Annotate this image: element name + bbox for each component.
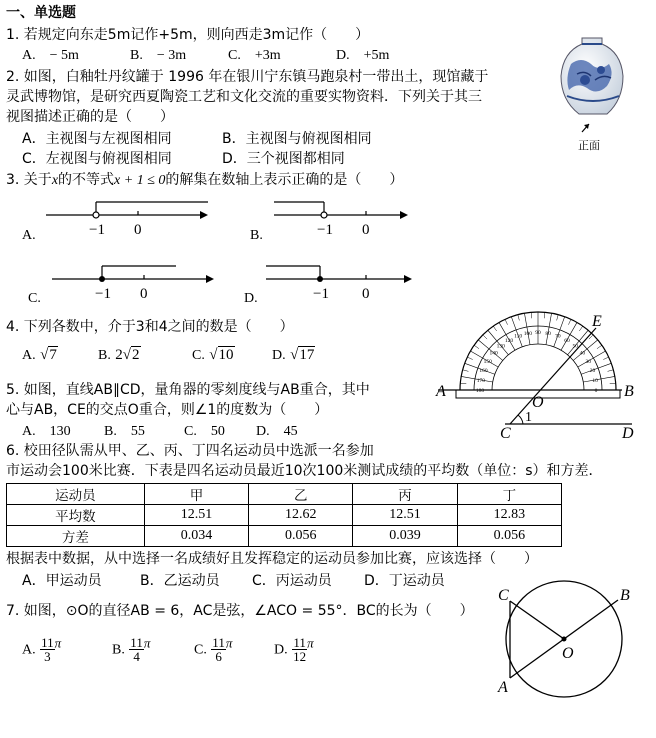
table-cell: 方差 bbox=[7, 526, 145, 547]
q1-option-c: C. +3m bbox=[228, 48, 281, 63]
table-cell: 12.51 bbox=[353, 505, 457, 526]
table-cell: 平均数 bbox=[7, 505, 145, 526]
q5-option-d: D. 45 bbox=[256, 424, 298, 439]
q1-stem: 1. 若规定向东走5m记作+5m，则向西走3m记作（ ） bbox=[6, 27, 370, 43]
tick-label: −1 bbox=[313, 286, 329, 302]
protractor-tick bbox=[524, 313, 530, 345]
q4-option-a: A. √7 bbox=[22, 347, 57, 363]
protractor-tick-label: 70 bbox=[555, 333, 561, 340]
q2-stem-line2: 灵武博物馆，是研究西夏陶瓷工艺和文化交流的重要实物资料．下列关于其三 bbox=[6, 89, 482, 105]
protractor-tick bbox=[579, 326, 582, 331]
protractor-tick-label: 90 bbox=[535, 330, 541, 336]
q3-number-line-b bbox=[270, 198, 420, 242]
protractor-tick-label: 0 bbox=[594, 388, 598, 394]
table-cell: 12.62 bbox=[249, 505, 353, 526]
q3-option-c-letter: C. bbox=[28, 291, 41, 306]
q4-option-b: B. 2√2 bbox=[98, 347, 140, 363]
q2-option-c: C．左视图与俯视图相同 bbox=[22, 151, 172, 167]
q6-stem-line1: 6. 校田径队需从甲、乙、丙、丁四名运动员中选派一名参加 bbox=[6, 443, 374, 459]
q6-option-d: D．丁运动员 bbox=[364, 573, 445, 589]
label-c: C bbox=[500, 425, 511, 442]
q7-stem: 7. 如图，⊙O的直径AB = 6，AC是弦，∠ACO = 55°．BC的长为（ ） bbox=[6, 603, 474, 619]
protractor-tick-label: 180 bbox=[475, 388, 485, 394]
table-cell: 0.056 bbox=[457, 526, 561, 547]
q4-stem: 4. 下列各数中，介于3和4之间的数是（ ） bbox=[6, 319, 294, 335]
q4-option-c: C. √10 bbox=[192, 347, 234, 363]
q3-option-a-letter: A. bbox=[22, 228, 36, 243]
protractor-tick bbox=[483, 335, 487, 339]
q7-option-c: C. $\frac{11}{6}$ π bbox=[194, 635, 233, 664]
protractor-tick-label: 160 bbox=[479, 368, 488, 375]
protractor-tick bbox=[610, 383, 616, 384]
protractor-tick bbox=[460, 383, 466, 384]
table-cell: 0.039 bbox=[353, 526, 457, 547]
protractor-tick-label: 30 bbox=[585, 359, 591, 365]
protractor-figure bbox=[430, 313, 655, 442]
protractor-tick bbox=[474, 345, 479, 348]
label-a: A bbox=[436, 383, 446, 400]
protractor-tick-label: 120 bbox=[504, 337, 514, 344]
q3-option-d-letter: D. bbox=[244, 291, 258, 306]
table-header: 乙 bbox=[249, 484, 353, 505]
protractor-tick-label: 100 bbox=[523, 330, 533, 337]
segment-co bbox=[510, 601, 564, 639]
q1-option-a: A. − 5m bbox=[22, 48, 79, 63]
protractor-tick bbox=[463, 370, 469, 372]
table-header-row bbox=[7, 484, 562, 505]
table-cell: 0.034 bbox=[144, 526, 248, 547]
q3-option-b-letter: B. bbox=[250, 228, 263, 243]
protractor-tick bbox=[531, 312, 532, 318]
label-b: B bbox=[620, 587, 630, 604]
protractor-tick bbox=[554, 317, 565, 347]
circle-figure bbox=[490, 580, 650, 720]
q1-option-d: D. +5m bbox=[336, 48, 390, 63]
protractor-tick bbox=[493, 326, 496, 331]
q5-option-a: A. 130 bbox=[22, 424, 71, 439]
tick-label: −1 bbox=[89, 222, 105, 238]
protractor-tick bbox=[544, 312, 545, 318]
label-b: B bbox=[624, 383, 634, 400]
q5-stem-line1: 5. 如图，直线AB∥CD，量角器的零刻度线与AB重合，其中 bbox=[6, 382, 370, 398]
q2-option-a: A．主视图与左视图相同 bbox=[22, 131, 172, 147]
table-header: 运动员 bbox=[7, 484, 145, 505]
protractor-tick bbox=[608, 370, 614, 372]
q3-number-line-c bbox=[48, 262, 218, 306]
label-e: E bbox=[592, 313, 602, 330]
protractor-tick bbox=[546, 313, 552, 345]
label-o: O bbox=[532, 394, 544, 411]
vase-caption: 正面 bbox=[578, 139, 600, 152]
q3-number-line-a bbox=[42, 198, 212, 242]
protractor-tick-label: 110 bbox=[514, 333, 523, 340]
q6-option-b: B．乙运动员 bbox=[140, 573, 220, 589]
table-cell: 12.83 bbox=[457, 505, 561, 526]
protractor-tick-label: 140 bbox=[489, 350, 498, 357]
q7-option-a: A. $\frac{11}{3}$ π bbox=[22, 635, 62, 664]
label-c: C bbox=[498, 587, 509, 604]
table-header: 甲 bbox=[144, 484, 248, 505]
table-cell: 0.056 bbox=[249, 526, 353, 547]
tick-label: 0 bbox=[140, 286, 148, 302]
q6-option-c: C．丙运动员 bbox=[252, 573, 332, 589]
line-ce bbox=[510, 328, 596, 424]
q2-stem-line3: 视图描述正确的是（ ） bbox=[6, 109, 174, 125]
q5-stem-line2: 心与AB，CE的交点O重合，则∠1的度数为（ ） bbox=[6, 402, 329, 418]
label-a: A bbox=[498, 679, 508, 696]
vase-figure bbox=[555, 34, 635, 134]
protractor-tick-label: 40 bbox=[579, 350, 586, 357]
protractor-tick bbox=[518, 315, 520, 321]
protractor-tick-label: 150 bbox=[483, 359, 492, 365]
q3-stem: 3. 关于x的不等式x + 1 ≤ 0的解集在数轴上表示正确的是（ ） bbox=[6, 172, 404, 188]
q2-stem-line1: 2. 如图，白釉牡丹纹罐于 1996 年在银川宁东镇马跑泉村一带出土，现馆藏于 bbox=[6, 69, 489, 85]
q4-option-d: D. √17 bbox=[272, 347, 315, 363]
table-header: 丙 bbox=[353, 484, 457, 505]
protractor-tick bbox=[597, 345, 602, 348]
q2-option-d: D．三个视图都相同 bbox=[222, 151, 345, 167]
table-header: 丁 bbox=[457, 484, 561, 505]
label-angle-1: 1 bbox=[525, 410, 532, 425]
protractor-tick-label: 80 bbox=[545, 330, 551, 337]
q6-option-a: A．甲运动员 bbox=[22, 573, 102, 589]
q1-option-b: B. − 3m bbox=[130, 48, 187, 63]
protractor-tick-label: 130 bbox=[496, 343, 505, 350]
q7-option-d: D. $\frac{11}{12}$ π bbox=[274, 635, 314, 664]
protractor-tick bbox=[557, 315, 559, 321]
protractor-tick-label: 170 bbox=[476, 377, 486, 384]
label-d: D bbox=[622, 425, 634, 442]
table-row bbox=[7, 526, 562, 547]
protractor-tick-label: 20 bbox=[589, 368, 596, 375]
q5-option-c: C. 50 bbox=[184, 424, 225, 439]
protractor-tick-label: 60 bbox=[564, 337, 570, 344]
tick-label: −1 bbox=[317, 222, 333, 238]
protractor-tick bbox=[583, 376, 615, 382]
tick-label: 0 bbox=[362, 222, 370, 238]
q6-table bbox=[6, 483, 562, 547]
protractor-tick bbox=[603, 357, 608, 360]
q6-stem-line3: 根据表中数据，从中选择一名成绩好且发挥稳定的运动员参加比赛，应该选择（ ） bbox=[6, 551, 538, 567]
tick-label: 0 bbox=[362, 286, 370, 302]
q5-option-b: B. 55 bbox=[104, 424, 145, 439]
protractor-tick bbox=[568, 319, 571, 324]
tick-label: −1 bbox=[95, 286, 111, 302]
protractor-tick-label: 10 bbox=[592, 377, 598, 384]
label-o: O bbox=[562, 645, 574, 662]
protractor-tick bbox=[505, 319, 508, 324]
q6-stem-line2: 市运动会100米比赛．下表是四名运动员最近10次100米测试成绩的平均数（单位：s）和方差． bbox=[6, 463, 603, 479]
q7-option-b: B. $\frac{11}{4}$ π bbox=[112, 635, 151, 664]
q2-option-b: B．主视图与俯视图相同 bbox=[222, 131, 372, 147]
protractor-tick bbox=[467, 357, 472, 360]
tick-label: 0 bbox=[134, 222, 142, 238]
table-row bbox=[7, 505, 562, 526]
protractor-tick-label: 50 bbox=[572, 343, 579, 350]
section-title: 一、单选题 bbox=[6, 5, 76, 21]
q3-number-line-d bbox=[262, 262, 422, 306]
table-cell: 12.51 bbox=[144, 505, 248, 526]
